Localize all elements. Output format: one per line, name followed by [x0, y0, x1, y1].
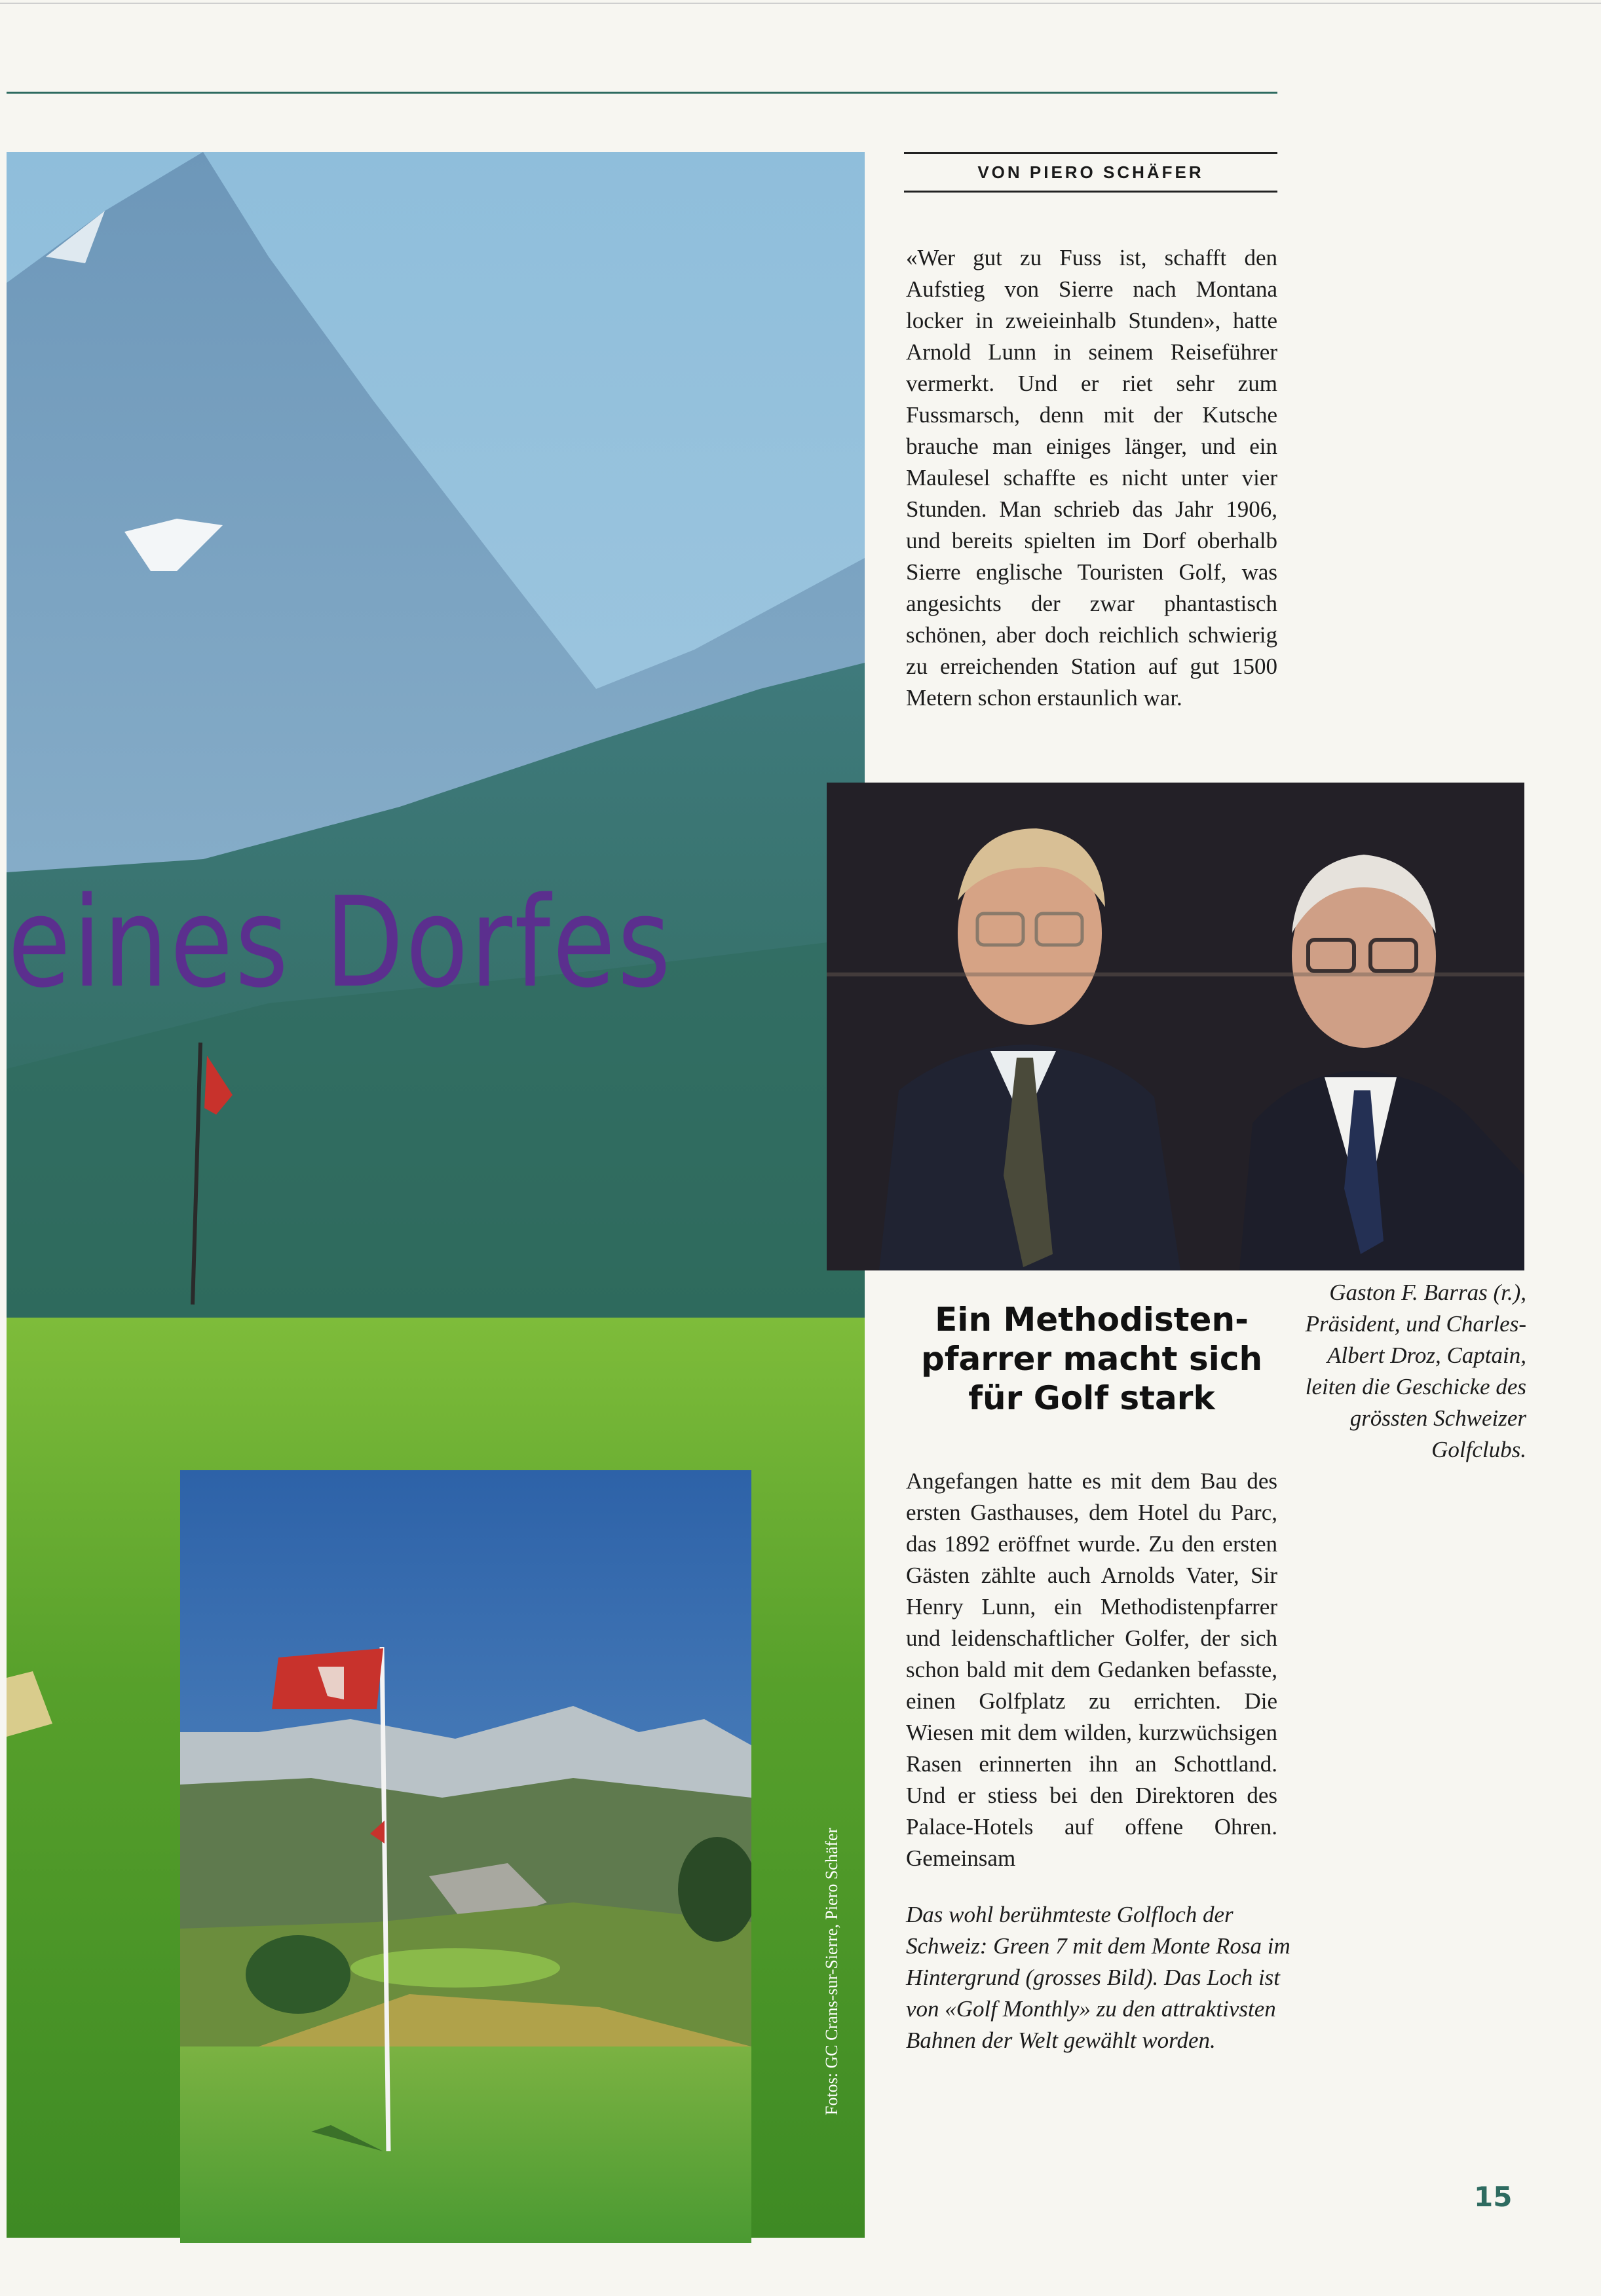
photo-caption: Das wohl berühmteste Golfloch der Schweiz: Green 7 mit dem Monte Rosa im Hintergrund (grosses Bild). Das Loch ist von «Golf Monthly» zu den attraktivsten Bahnen der Welt gewählt worden.: [906, 1902, 1290, 2053]
scan-edge-line: [0, 3, 1601, 4]
portrait-caption: Gaston F. Barras (r.), Präsident, und Charles-Albert Droz, Captain, leiten die Geschicke des grössten Schweizer Golfclubs.: [1305, 1280, 1526, 1462]
subheading: Ein Methodisten-pfarrer macht sich für Golf stark: [920, 1301, 1263, 1417]
paragraph-history: Angefangen hatte es mit dem Bau des ersten Gasthauses, dem Hotel du Parc, das 1892 eröffnet wurde. Zu den ersten Gästen zählte auch Arnolds Vater, Sir Henry Lunn, ein Methodistenpfarrer und leidenschaftlicher Golfer, der sich schon bald mit dem Gedanken befasste, einen Golfplatz zu errichten. Die Wiesen mit dem wilden, kurzwüchsigen Rasen erinnerten ihn an Schottland. Und er stiess bei den Direktoren des Palace-Hotels auf offene Ohren. Gemeinsam: [906, 1468, 1277, 1871]
byline: VON PIERO SCHÄFER: [977, 162, 1204, 182]
paragraph-intro: «Wer gut zu Fuss ist, schafft den Aufstieg von Sierre nach Montana locker in zweieinhalb Stunden», hatte Arnold Lunn in seinem Reiseführer vermerkt. Und er riet sehr zum Fussmarsch, denn mit der Kutsche brauche man einiges länger, und ein Maulesel schaffte es nicht unter vier Stunden. Man schrieb das Jahr 1906, und bereits spielten im Dorf oberhalb Sierre englische Touristen Golf, was angesichts der zwar phantastisch schönen, aber doch reichlich schwierig zu erreichenden Station auf gut 1500 Metern schon erstaunlich war.: [906, 242, 1277, 714]
header-rule: [7, 92, 1277, 94]
portrait-photo-two-men: [827, 783, 1524, 1270]
page-number: 15: [1474, 2181, 1513, 2213]
inset-photo-flag-green: [180, 1470, 751, 2243]
byline-box: [904, 152, 1277, 193]
headline-title-fragment: eines Dorfes: [8, 870, 673, 1015]
photo-credit: Fotos: GC Crans-sur-Sierre, Piero Schäfer: [822, 1827, 841, 2115]
